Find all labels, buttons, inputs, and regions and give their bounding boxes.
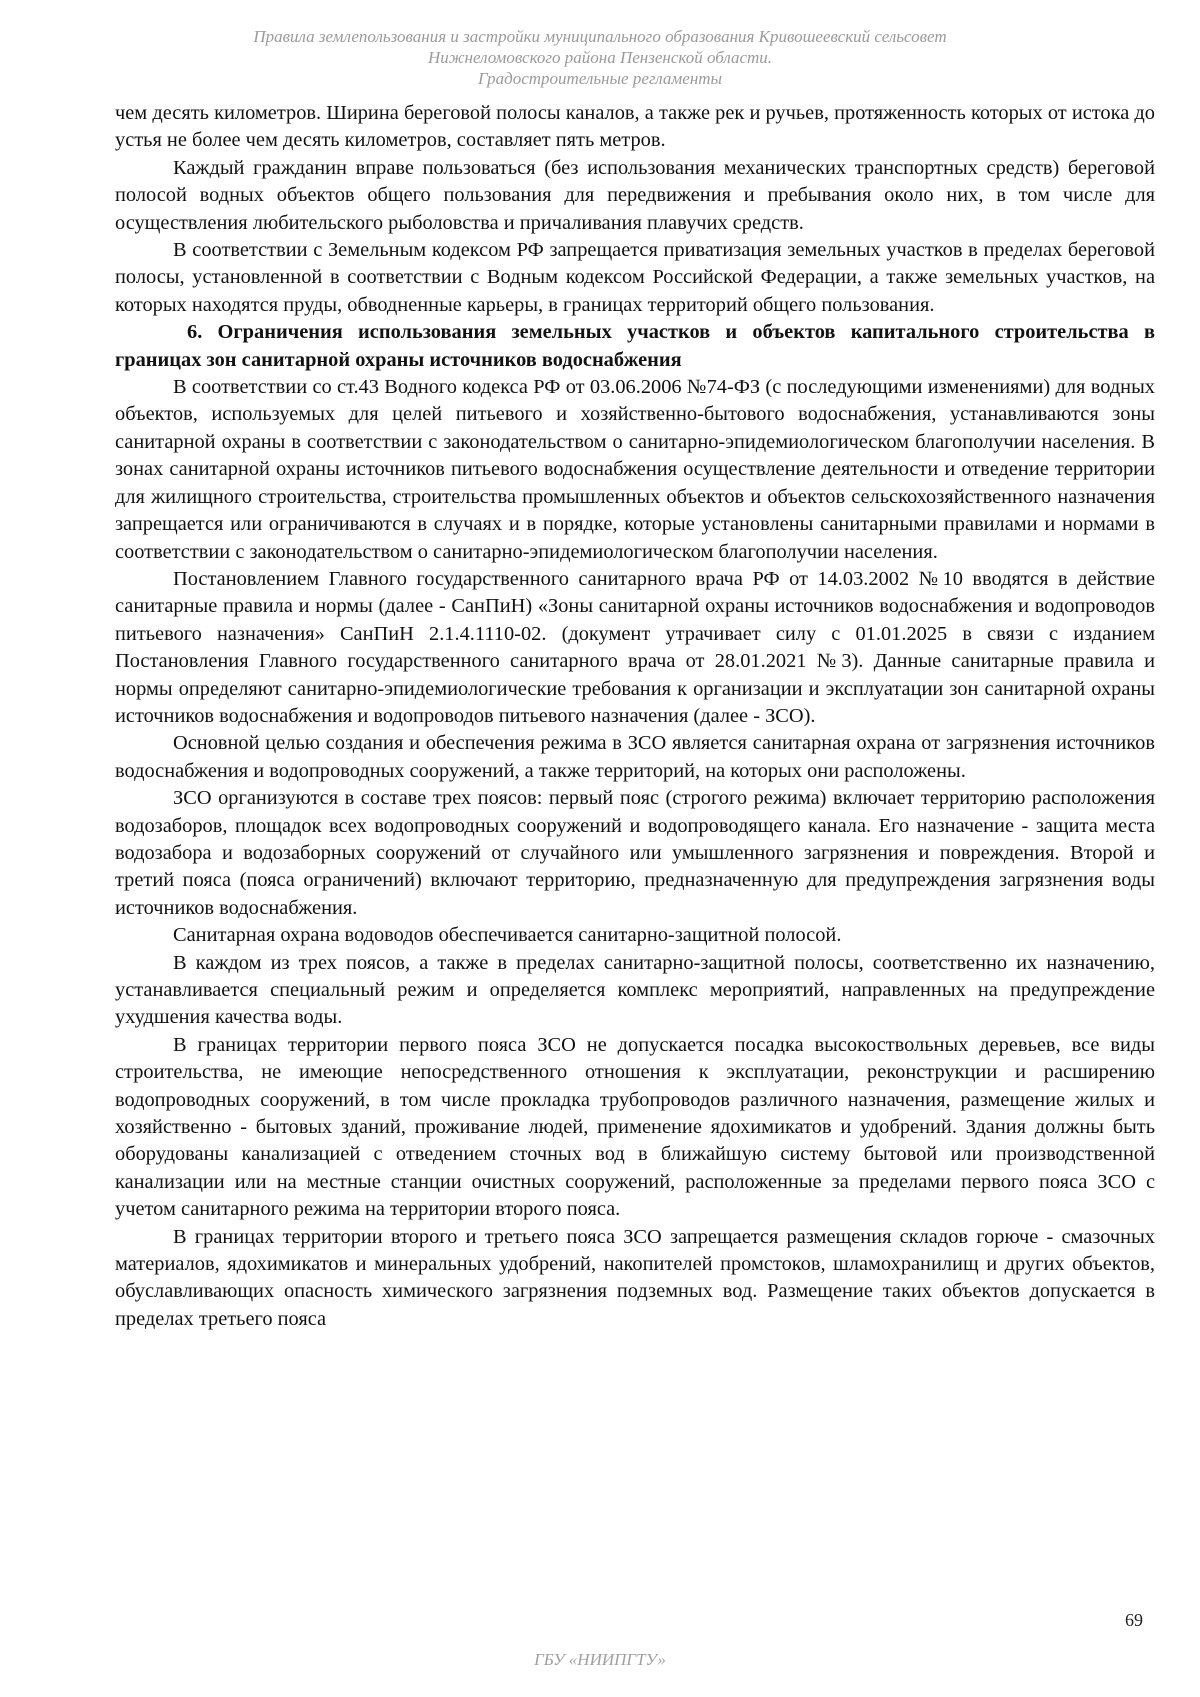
paragraph: В соответствии с Земельным кодексом РФ запрещается приватизация земельных участков в пределах береговой полосы, установленной в соответствии с Водным кодексом Российской Федерации, а также земельных участков, на которых находятся пруды, обводненные карьеры, в границах территорий общего пользования. [115,239,1155,316]
paragraph: Постановлением Главного государственного санитарного врача РФ от 14.03.2002 №10 вводятся в действие санитарные правила и нормы (далее - СанПиН) «Зоны санитарной охраны источников водоснабжения и водопроводов питьевого назначения» СанПиН 2.1.4.1110-02. (документ утрачивает силу с 01.01.2025 в связи с изданием Постановления Главного государственного санитарного врача от 28.01.2021 №3). Данные санитарные правила и нормы определяют санитарно-эпидемиологические требования к организации и эксплуатации зон санитарной охраны источников водоснабжения и водопроводов питьевого назначения (далее - ЗСО). [115,567,1155,727]
paragraph: Санитарная охрана водоводов обеспечивается санитарно-защитной полосой. [173,924,842,947]
paragraph: В соответствии со ст.43 Водного кодекса РФ от 03.06.2006 №74-ФЗ (с последующими изменениями) для водных объектов, используемых для целей питьевого и хозяйственно-бытового водоснабжения, устанавливаются зоны санитарной охраны в соответствии с законодательством о санитарно-эпидемиологическом благополучии населения. В зонах санитарной охраны источников питьевого водоснабжения осуществление деятельности и отведение территории для жилищного строительства, строительства промышленных объектов и объектов сельскохозяйственного назначения запрещается или ограничиваются в случаях и в порядке, которые установлены санитарными правилами и нормами в соответствии с законодательством о санитарно-эпидемиологическом благополучии населения. [115,376,1155,563]
paragraph: В границах территории первого пояса ЗСО не допускается посадка высокоствольных деревьев, все виды строительства, не имеющие непосредственного отношения к эксплуатации, реконструкции и расширению водопроводных сооружений, в том числе прокладка трубопроводов различного назначения, размещение жилых и хозяйственно - бытовых зданий, проживание людей, применение ядохимикатов и удобрений. Здания должны быть оборудованы канализацией с отведением сточных вод в ближайшую систему бытовой или производственной канализации или на местные станции очистных сооружений, расположенные за пределами первого пояса ЗСО с учетом санитарного режима на территории второго пояса. [115,1033,1155,1221]
page-number: 69 [1125,1610,1143,1630]
paragraph: Основной целью создания и обеспечения режима в ЗСО является санитарная охрана от загрязнения источников водоснабжения и водопроводных сооружений, а также территорий, на которых они расположены. [115,732,1155,782]
paragraph-continuation: чем десять километров. Ширина береговой полосы каналов, а также рек и ручьев, протяженность которых от истока до устья не более чем десять километров, составляет пять метров. [115,102,1155,152]
header-line-2: Нижнеломовского района Пензенской области. [427,48,773,67]
paragraph: В каждом из трех поясов, а также в пределах санитарно-защитной полосы, соответственно их назначению, устанавливается специальный режим и определяется комплекс мероприятий, направленных на предупреждение ухудшения качества воды. [115,951,1155,1029]
section-heading: 6. Ограничения использования земельных участков и объектов капитального строительства в границах зон санитарной охраны источников водоснабжения [115,321,1155,371]
running-footer: ГБУ «НИИПГТУ» [534,1650,666,1669]
paragraph: В границах территории второго и третьего пояса ЗСО запрещается размещения складов горюче - смазочных материалов, ядохимикатов и минеральных удобрений, накопителей промстоков, шламохранилищ и других объектов, обуславливающих опасность химического загрязнения подземных вод. Размещение таких объектов допускается в пределах третьего пояса [115,1225,1155,1330]
header-line-3: Градостроительные регламенты [477,69,723,88]
body-text [115,100,1155,1333]
paragraph: Каждый гражданин вправе пользоваться (без использования механических транспортных средств) береговой полосой водных объектов общего пользования для передвижения и пребывания около них, в том числе для осуществления любительского рыболовства и причаливания плавучих средств. [115,156,1155,234]
running-header [0,26,1200,89]
header-line-1: Правила землепользования и застройки муниципального образования Кривошеевский сельсовет [253,27,947,46]
paragraph: ЗСО организуются в составе трех поясов: первый пояс (строгого режима) включает территорию расположения водозаборов, площадок всех водопроводных сооружений и водопроводящего канала. Его назначение - защита места водозабора и водозаборных сооружений от случайного или умышленного загрязнения и повреждения. Второй и третий пояса (пояса ограничений) включают территорию, предназначенную для предупреждения загрязнения воды источников водоснабжения. [115,787,1155,919]
